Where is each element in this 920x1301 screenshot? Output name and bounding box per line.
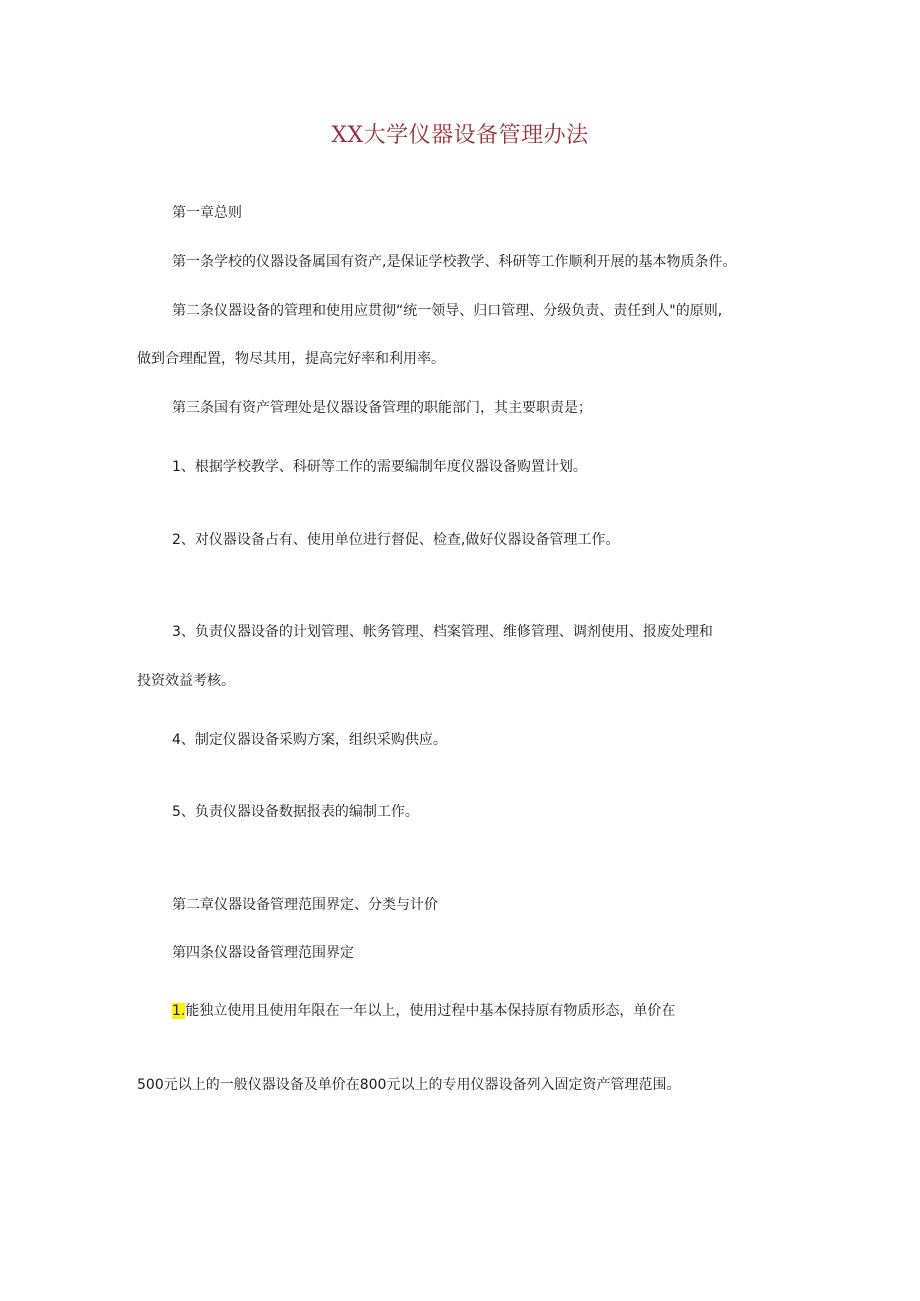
article-1: 第一条学校的仪器设备属国有资产,是保证学校教学、科研等工作顺利开展的基本物质条件。 xyxy=(172,254,737,270)
duty-2: 2、对仪器设备占有、使用单位进行督促、检查,做好仪器设备管理工作。 xyxy=(172,532,620,548)
duty-3-line-1: 3、负责仪器设备的计划管理、帐务管理、档案管理、维修管理、调剂使用、报废处理和 xyxy=(172,624,713,640)
article-2-line-1: 第二条仪器设备的管理和使用应贯彻“统一领导、归口管理、分级负责、责任到人"的原则, xyxy=(172,303,723,319)
item-1-line-2: 500元以上的一般仪器设备及单价在800元以上的专用仪器设备列入固定资产管理范围。 xyxy=(137,1077,681,1093)
document-title: XX大学仪器设备管理办法 xyxy=(331,123,589,148)
article-4: 第四条仪器设备管理范围界定 xyxy=(172,945,354,961)
duty-4: 4、制定仪器设备采购方案，组织采购供应。 xyxy=(172,732,447,748)
article-3: 第三条国有资产管理处是仪器设备管理的职能部门，其主要职责是； xyxy=(172,400,592,416)
duty-5: 5、负责仪器设备数据报表的编制工作。 xyxy=(172,804,419,820)
item-1-line-1 xyxy=(172,1001,675,1021)
chapter-2-heading: 第二章仪器设备管理范围界定、分类与计价 xyxy=(172,897,438,913)
chapter-1-heading: 第一章总则 xyxy=(172,205,242,221)
item-1-number-highlight: 1. xyxy=(172,1003,186,1019)
article-2-line-2: 做到合理配置，物尽其用，提高完好率和利用率。 xyxy=(137,351,445,367)
item-1-text: 能独立使用且使用年限在一年以上，使用过程中基本保持原有物质形态，单价在 xyxy=(185,1003,676,1019)
duty-3-line-2: 投资效益考核。 xyxy=(137,673,235,689)
duty-1: 1、根据学校教学、科研等工作的需要编制年度仪器设备购置计划。 xyxy=(172,459,587,475)
